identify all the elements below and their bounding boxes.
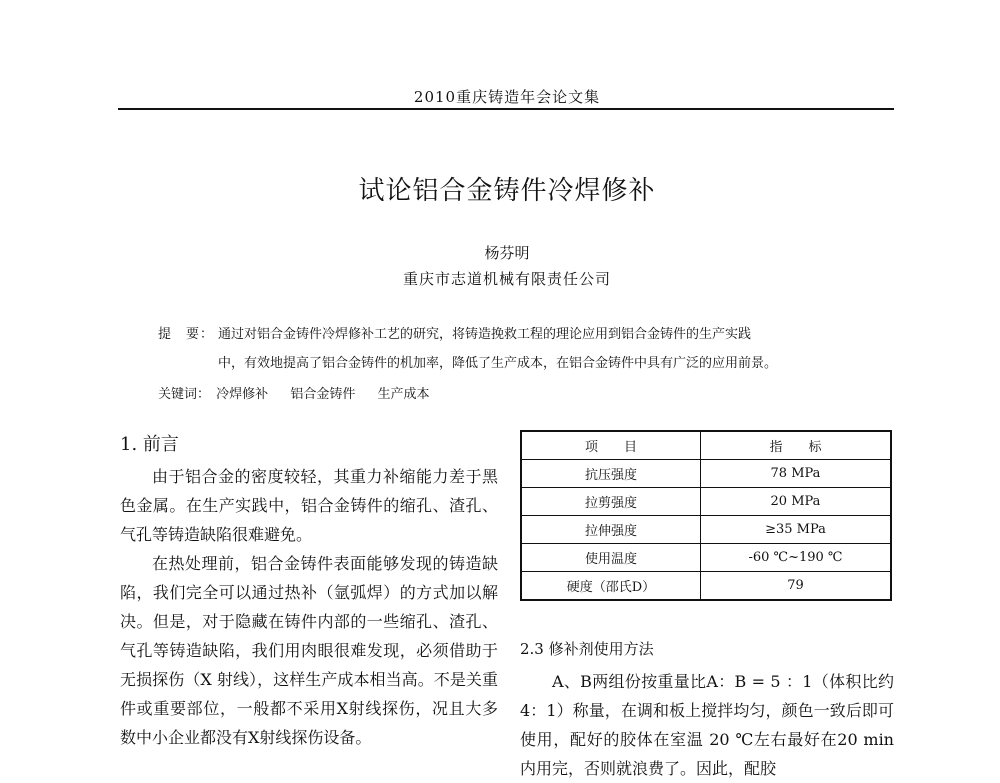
table-header-row (521, 431, 891, 460)
keyword: 铝合金铸件 (290, 387, 356, 402)
paper-title: 试论铝合金铸件冷焊修补 (358, 176, 656, 206)
keyword: 生产成本 (377, 387, 430, 402)
table-cell-item: 拉伸强度 (521, 516, 700, 544)
abstract-line-2: 中，有效地提高了铝合金铸件的机加率，降低了生产成本，在铝合金铸件中具有广泛的应用前景。 (218, 356, 778, 371)
table-cell-value: 78 MPa (700, 460, 891, 488)
running-header: 2010重庆铸造年会论文集 (413, 88, 601, 106)
abstract-label: 提 要： (158, 327, 215, 342)
header-rule (118, 108, 894, 110)
table-row (521, 488, 891, 516)
table-cell-value: 79 (700, 572, 891, 601)
usage-paragraph: A、B两组份按重量比A：B = 5 ：1（体积比约4：1）称量，在调和板上搅拌均匀，颜色一致后即可使用，配好的胶体在室温 20 ℃左右最好在20 min内用完，否则就浪费了。因此，配胶 (520, 672, 894, 778)
table-cell-item: 硬度（邵氏D） (521, 572, 700, 601)
intro-paragraph-2: 在热处理前，铝合金铸件表面能够发现的铸造缺陷，我们完全可以通过热补（氩弧焊）的方式加以解决。但是，对于隐藏在铸件内部的一些缩孔、渣孔、气孔等铸造缺陷，我们用肉眼很难发现，必须借助于无损探伤（X 射线），这样生产成本相当高。不是关重件或重要部位，一般都不采用X射线探伤，况且大多数中小企业都没有X射线探伤设备。 (120, 554, 498, 747)
table-cell-item: 使用温度 (521, 544, 700, 572)
table-row (521, 460, 891, 488)
table-header-item: 项 目 (521, 431, 700, 460)
section-heading-usage: 2.3 修补剂使用方法 (520, 640, 654, 658)
table-cell-value: ≥35 MPa (700, 516, 891, 544)
table-row (521, 544, 891, 572)
table-row (521, 572, 891, 601)
intro-paragraph-1: 由于铝合金的密度较轻，其重力补缩能力差于黑色金属。在生产实践中，铝合金铸件的缩孔、渣孔、气孔等铸造缺陷很难避免。 (120, 467, 498, 544)
spec-table (520, 430, 892, 601)
right-column (520, 638, 894, 783)
table-row (521, 516, 891, 544)
section-heading-intro: 1. 前言 (120, 434, 179, 455)
paper-affiliation: 重庆市志道机械有限责任公司 (402, 270, 611, 288)
keywords-label: 关键词： (158, 387, 211, 402)
table-cell-value: -60 ℃~190 ℃ (700, 544, 891, 572)
paper-author: 杨芬明 (484, 244, 530, 262)
keywords (158, 383, 447, 402)
table-cell-item: 抗压强度 (521, 460, 700, 488)
table-header-value: 指 标 (700, 431, 891, 460)
abstract-line-1: 通过对铝合金铸件冷焊修补工艺的研究，将铸造挽救工程的理论应用到铝合金铸件的生产实践 (218, 327, 752, 342)
left-column (120, 430, 498, 752)
keyword: 冷焊修补 (216, 387, 269, 402)
table-cell-value: 20 MPa (700, 488, 891, 516)
table-cell-item: 拉剪强度 (521, 488, 700, 516)
